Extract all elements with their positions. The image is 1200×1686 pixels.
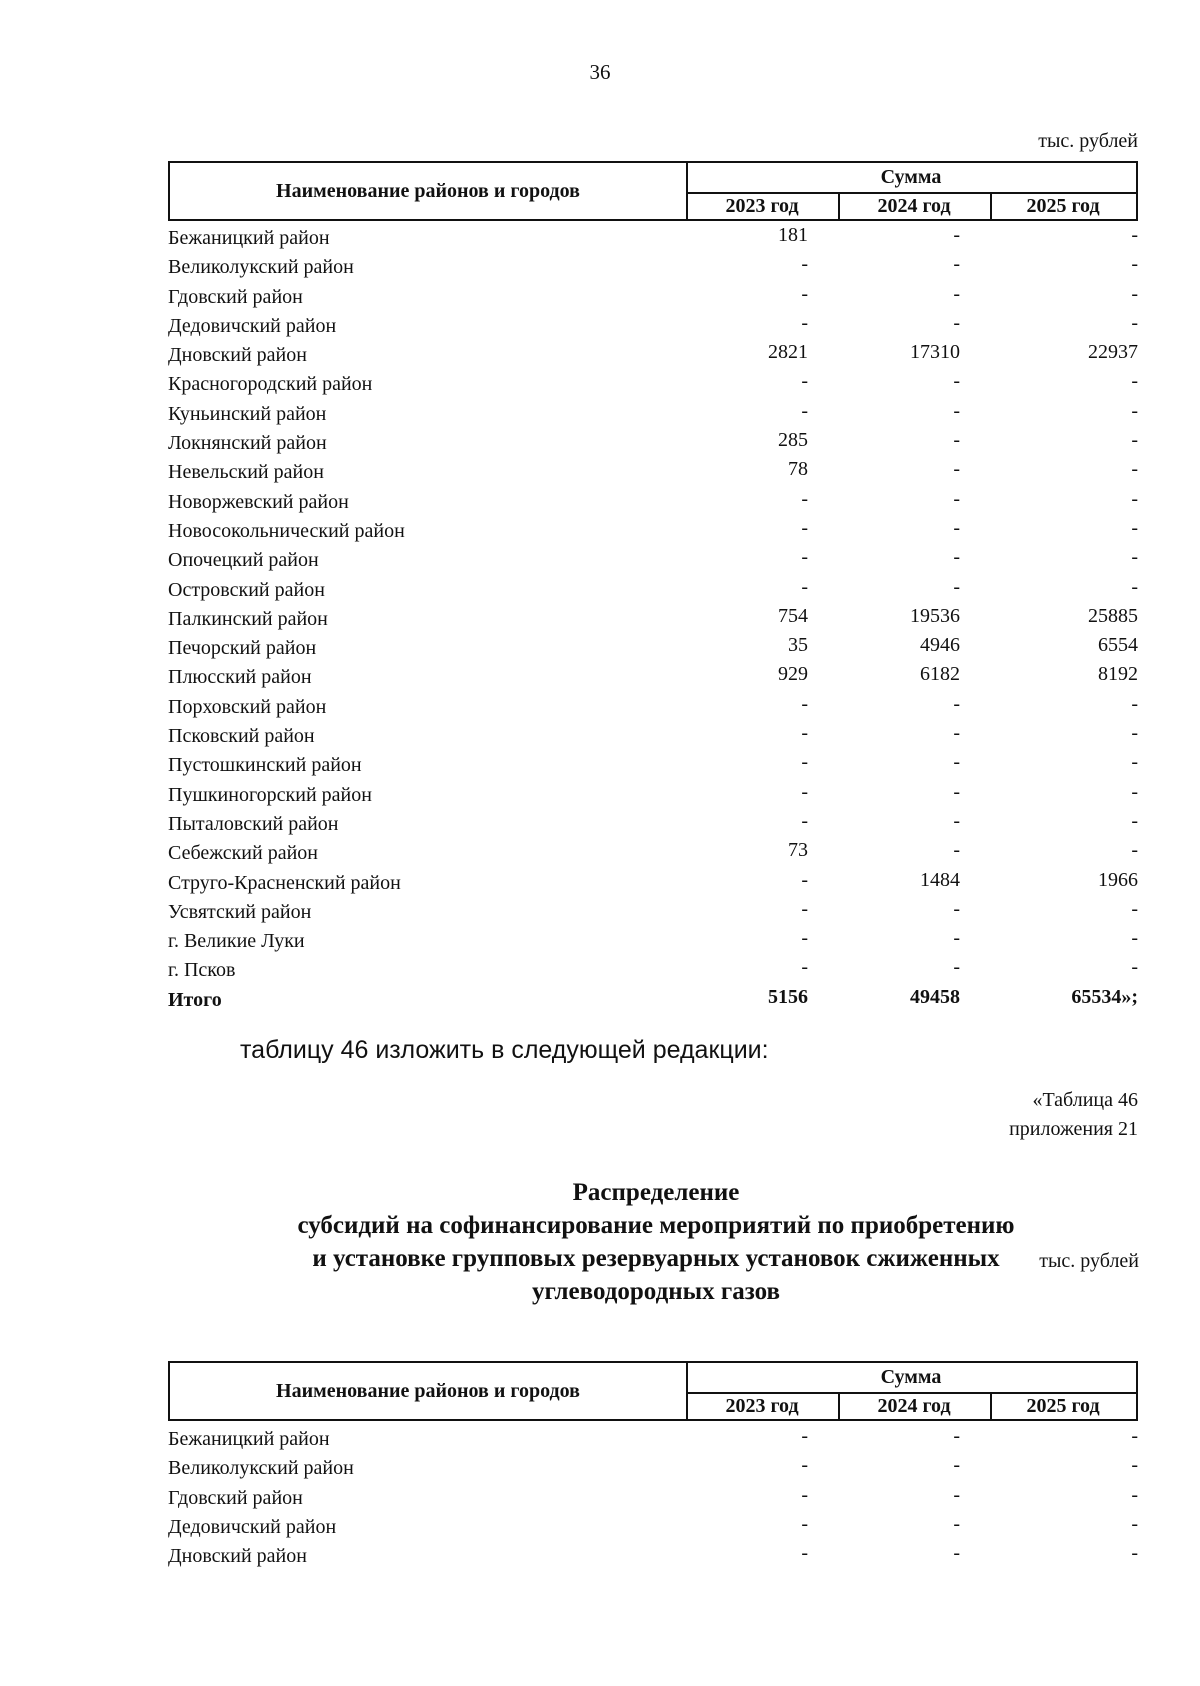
row-name: Гдовский район — [168, 285, 303, 308]
value-2024: - — [953, 429, 960, 452]
value-2023: - — [801, 282, 808, 305]
value-2025: - — [1131, 722, 1138, 745]
value-2025: - — [1131, 575, 1138, 598]
value-2024: - — [953, 1483, 960, 1506]
row-name: г. Великие Луки — [168, 930, 305, 953]
value-2025: - — [1131, 429, 1138, 452]
table-row — [168, 693, 1138, 722]
table-row — [168, 458, 1138, 487]
value-2023: - — [801, 956, 808, 979]
value-2024: - — [953, 692, 960, 715]
value-2024: - — [953, 839, 960, 862]
table-row — [168, 956, 1138, 985]
table-row — [168, 370, 1138, 399]
row-name: Дедовичский район — [168, 314, 337, 337]
value-2024: - — [953, 516, 960, 539]
table-row — [168, 810, 1138, 839]
value-2023: 35 — [788, 634, 808, 657]
table-row — [168, 898, 1138, 927]
row-name: Печорский район — [168, 637, 317, 660]
row-name: Пыталовский район — [168, 812, 339, 835]
title-line: углеводородных газов — [531, 1278, 781, 1305]
value-2025: 65534»; — [1071, 985, 1138, 1008]
header-sum: Сумма — [686, 1363, 1136, 1394]
value-2025: - — [1131, 282, 1138, 305]
table-row — [168, 634, 1138, 663]
value-2024: - — [953, 399, 960, 422]
page-number: 36 — [589, 60, 611, 84]
row-name: Итого — [168, 988, 222, 1011]
value-2023: - — [801, 751, 808, 774]
row-name: Бежаницкий район — [168, 227, 330, 249]
table-row — [168, 869, 1138, 898]
header-year-2024: 2024 год — [838, 1392, 992, 1421]
table-header — [168, 1361, 1138, 1421]
value-2023: - — [801, 722, 808, 745]
value-2023: - — [801, 575, 808, 598]
row-name: Себежский район — [168, 842, 318, 865]
value-2023: 754 — [778, 604, 808, 627]
value-2023: - — [801, 546, 808, 569]
row-name: Псковский район — [168, 725, 315, 748]
value-2023: - — [801, 897, 808, 920]
table-row — [168, 224, 1138, 253]
units-label: тыс. рублей — [1038, 130, 1138, 152]
header-year-2023: 2023 год — [686, 1392, 840, 1421]
row-name: Усвятский район — [168, 900, 312, 923]
row-name: Порховский район — [168, 695, 327, 718]
value-2025: - — [1131, 809, 1138, 832]
value-2023: - — [801, 1454, 808, 1477]
table-reference-line: приложения 21 — [1009, 1118, 1138, 1140]
table-row — [168, 546, 1138, 575]
value-2025: - — [1131, 956, 1138, 979]
value-2024: - — [953, 458, 960, 481]
value-2024: - — [953, 1542, 960, 1565]
value-2024: 49458 — [910, 985, 960, 1008]
row-name: Новосокольнический район — [168, 519, 405, 542]
header-year-2023: 2023 год — [686, 192, 840, 221]
value-2023: - — [801, 370, 808, 393]
value-2025: 1966 — [1098, 868, 1138, 891]
table-row — [168, 1513, 1138, 1542]
value-2025: - — [1131, 224, 1138, 246]
value-2024: - — [953, 897, 960, 920]
value-2024: - — [953, 809, 960, 832]
header-year-2025: 2025 год — [1026, 195, 1100, 217]
value-2025: - — [1131, 692, 1138, 715]
value-2024: - — [953, 956, 960, 979]
table-row — [168, 663, 1138, 692]
value-2023: - — [801, 780, 808, 803]
value-2025: - — [1131, 839, 1138, 862]
instruction-paragraph: таблицу 46 изложить в следующей редакции: — [240, 1036, 769, 1064]
row-name: Плюсский район — [168, 666, 312, 689]
row-name: Великолукский район — [168, 1457, 354, 1480]
table-reference — [1009, 1086, 1138, 1144]
value-2025: - — [1131, 927, 1138, 950]
value-2024: - — [953, 927, 960, 950]
value-2025: - — [1131, 458, 1138, 481]
row-name: г. Псков — [168, 959, 236, 982]
table-row — [168, 253, 1138, 282]
row-name: Куньинский район — [168, 402, 327, 425]
table-row — [168, 1542, 1138, 1571]
units-label: тыс. рублей — [1039, 1250, 1139, 1272]
value-2023: - — [801, 516, 808, 539]
value-2024: - — [953, 1512, 960, 1535]
row-name: Невельский район — [168, 461, 324, 484]
value-2025: - — [1131, 546, 1138, 569]
row-name: Пустошкинский район — [168, 754, 362, 777]
row-name: Струго-Красненский район — [168, 871, 401, 894]
value-2023: - — [801, 927, 808, 950]
table-row — [168, 341, 1138, 370]
value-2025: - — [1131, 1542, 1138, 1565]
header-name-column: Наименование районов и городов — [170, 1363, 688, 1419]
table-row — [168, 781, 1138, 810]
value-2023: - — [801, 1483, 808, 1506]
value-2024: 1484 — [920, 868, 960, 891]
table-row — [168, 605, 1138, 634]
value-2025: - — [1131, 399, 1138, 422]
value-2025: - — [1131, 370, 1138, 393]
value-2024: - — [953, 575, 960, 598]
row-name: Опочецкий район — [168, 549, 319, 572]
table-row — [168, 283, 1138, 312]
row-name: Новоржевский район — [168, 490, 349, 513]
value-2023: 73 — [788, 839, 808, 862]
value-2023: - — [801, 253, 808, 276]
value-2025: - — [1131, 897, 1138, 920]
value-2025: - — [1131, 1454, 1138, 1477]
value-2023: - — [801, 1512, 808, 1535]
value-2023: 5156 — [768, 985, 808, 1008]
value-2025: - — [1131, 253, 1138, 276]
table-row — [168, 722, 1138, 751]
header-sum: Сумма — [686, 163, 1136, 194]
value-2024: 4946 — [920, 634, 960, 657]
value-2025: - — [1131, 1483, 1138, 1506]
table-row — [168, 839, 1138, 868]
table-header — [168, 161, 1138, 221]
value-2025: - — [1131, 1425, 1138, 1447]
table-row — [168, 517, 1138, 546]
row-name: Гдовский район — [168, 1486, 303, 1509]
table-reference-line: «Таблица 46 — [1032, 1089, 1138, 1111]
value-2024: - — [953, 1454, 960, 1477]
row-name: Локнянский район — [168, 432, 327, 455]
value-2024: - — [953, 224, 960, 246]
value-2025: - — [1131, 1512, 1138, 1535]
table-row — [168, 751, 1138, 780]
value-2025: - — [1131, 780, 1138, 803]
value-2024: - — [953, 487, 960, 510]
value-2025: 22937 — [1088, 341, 1138, 364]
value-2025: 25885 — [1088, 604, 1138, 627]
value-2023: - — [801, 868, 808, 891]
header-year-2024: 2024 год — [838, 192, 992, 221]
value-2023: 181 — [778, 224, 808, 246]
row-name: Пушкиногорский район — [168, 783, 372, 806]
value-2025: - — [1131, 751, 1138, 774]
total-row — [168, 986, 1138, 1015]
row-name: Красногородский район — [168, 373, 373, 396]
row-name: Дновский район — [168, 344, 307, 367]
row-name: Бежаницкий район — [168, 1428, 330, 1450]
row-name: Великолукский район — [168, 256, 354, 279]
value-2023: 2821 — [768, 341, 808, 364]
row-name: Палкинский район — [168, 607, 328, 630]
value-2024: - — [953, 370, 960, 393]
value-2024: - — [953, 546, 960, 569]
table-row — [168, 488, 1138, 517]
value-2023: - — [801, 311, 808, 334]
row-name: Островский район — [168, 578, 325, 601]
value-2024: 6182 — [920, 663, 960, 686]
value-2024: - — [953, 780, 960, 803]
title-line: и установке групповых резервуарных установок сжиженных — [312, 1245, 1000, 1272]
table-row — [168, 429, 1138, 458]
value-2023: 78 — [788, 458, 808, 481]
value-2024: - — [953, 311, 960, 334]
value-2023: - — [801, 487, 808, 510]
table-row — [168, 927, 1138, 956]
table-row — [168, 312, 1138, 341]
value-2025: - — [1131, 516, 1138, 539]
value-2023: 285 — [778, 429, 808, 452]
value-2024: - — [953, 751, 960, 774]
value-2025: 8192 — [1098, 663, 1138, 686]
table-body — [168, 1425, 1138, 1571]
row-name: Дновский район — [168, 1545, 307, 1568]
value-2024: 19536 — [910, 604, 960, 627]
table-body — [168, 224, 1138, 1015]
value-2023: - — [801, 692, 808, 715]
value-2024: - — [953, 253, 960, 276]
value-2023: - — [801, 809, 808, 832]
value-2025: 6554 — [1098, 634, 1138, 657]
table-row — [168, 1484, 1138, 1513]
header-year-2025: 2025 год — [1026, 1395, 1100, 1417]
table-row — [168, 1454, 1138, 1483]
table-row — [168, 576, 1138, 605]
value-2023: - — [801, 399, 808, 422]
value-2023: 929 — [778, 663, 808, 686]
table-row — [168, 1425, 1138, 1454]
value-2023: - — [801, 1425, 808, 1447]
value-2024: 17310 — [910, 341, 960, 364]
row-name: Дедовичский район — [168, 1515, 337, 1538]
value-2024: - — [953, 722, 960, 745]
value-2024: - — [953, 1425, 960, 1447]
value-2024: - — [953, 282, 960, 305]
title-line: Распределение — [572, 1179, 740, 1206]
header-name-column: Наименование районов и городов — [170, 163, 688, 219]
table-row — [168, 400, 1138, 429]
document-title — [0, 1176, 1200, 1308]
value-2025: - — [1131, 487, 1138, 510]
title-line: субсидий на софинансирование мероприятий по приобретению — [297, 1212, 1015, 1239]
value-2025: - — [1131, 311, 1138, 334]
value-2023: - — [801, 1542, 808, 1565]
